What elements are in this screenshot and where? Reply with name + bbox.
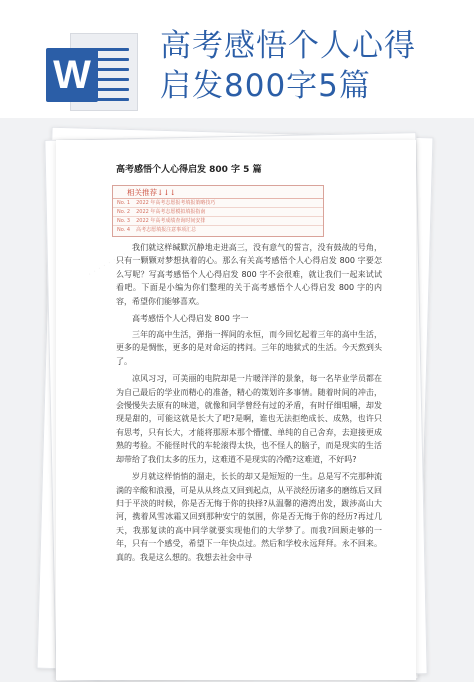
word-badge: W — [46, 48, 98, 102]
document-page — [56, 140, 416, 680]
intro-paragraph: 我们就这样缄默沉静地走进高三，没有意气的誓言，没有鼓战的号角，只有一颗颗对梦想执着的心。那么有关高考感悟个人心得启发 800 字要怎么写呢？写高考感悟个人心得启发 800 字不会很难，就让我们一起来试试看吧。下面是小编为你们整理的关于高考感悟个人心得启发 800 字的内容，希望你们能够喜欢。 — [116, 243, 382, 306]
section-heading-1: 高考感悟个人心得启发 800 字一 — [132, 314, 249, 324]
related-recommendations — [112, 185, 324, 237]
body-paragraph-3: 岁月就这样悄悄的溜走，长长的却又是短短的一生。总是写不完那种流淌的辛酸和浪漫，可是从从终点又回到起点，从平淡经历诸多的磨练后又回归于平淡的时候，你是否无悔于你的抉择?从温馨的港湾出发，跋涉高山大河，携着风雪冰霜又回到那种安宁的氛围，你是否无悔于你的经历?再过几天，我那复读的高中同学就要实现他们的大学梦了。而我?回顾走够的一年，只有一个感受，希望下一年快点过。然后和学校永远拜拜。永不回来。 真的。我是这么想的。我想去社会中寻 — [116, 472, 382, 562]
header-title — [160, 26, 460, 106]
related-link-3[interactable]: No. 3 2022 年高考成绩查询时间安排 — [113, 217, 323, 226]
body-paragraph-2: 凉风习习，可美丽的电院却是一片暖洋洋的景象，每一名毕业学员都在为自己最后的学业而精心的准备，精心的策划许多事情。随着时间的冲击，会慢慢失去原有的味道，就像和同学曾经有过的矛盾，有时仔细咀嚼，却发现是甜的，可能这就是长大了吧?是啊，谁也无法拒绝成长、成熟，也许只有思考，只有长大，才能将那原本那个懵懂、单纯的自己舍弃，去迎接更成熟的考验。不能怪时代的车轮滚得太快，也不怪人的脑子，而是现实的生活却带给了我们太多的压力，这难道不是现实的冷酷?这难道，不好吗? — [116, 374, 382, 464]
watermark: · · · · · · · · — [86, 249, 129, 281]
word-icon — [46, 33, 138, 111]
document-title: 高考感悟个人心得启发 800 字 5 篇 — [116, 165, 262, 175]
header-title-line1: 高考感悟个人心得 — [160, 28, 416, 64]
related-link-1[interactable]: No. 1 2022 年高考志愿报考填报策略技巧 — [113, 199, 323, 208]
body-paragraph-1: 三年的高中生活，弹指一挥间的永恒，而今回忆起着三年的高中生活，更多的是惆怅，更多的是对命运的拷问。三年的地狱式的生活。今天熬到头了。 — [116, 330, 382, 366]
header-banner — [0, 0, 474, 118]
related-heading: 相关推荐↓↓↓ — [113, 187, 323, 199]
header-title-line2: 启发800字5篇 — [160, 68, 371, 104]
related-link-2[interactable]: No. 2 2022 年高考志愿模拟填报指南 — [113, 208, 323, 217]
related-link-4[interactable]: No. 4 高考志愿填报注意事项汇总 — [117, 227, 197, 233]
